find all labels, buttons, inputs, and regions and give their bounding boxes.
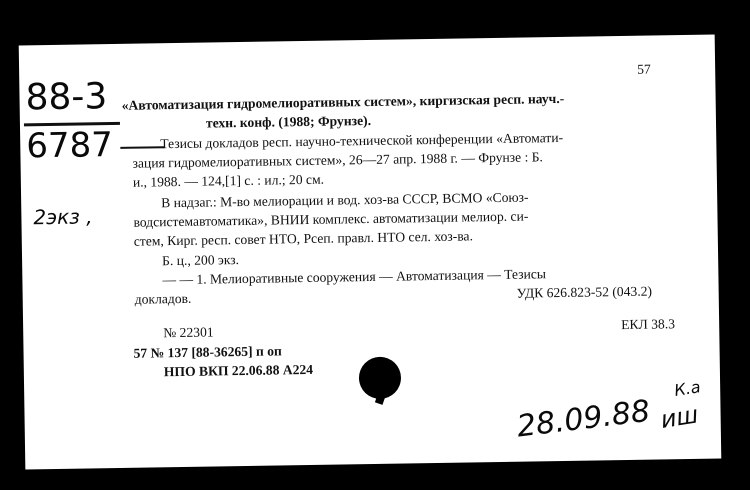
udc-code: УДК 626.823-52 (043.2) xyxy=(516,283,653,301)
title-line-1: «Автоматизация гидромелиоративных систем», киргизская респ. науч.- xyxy=(121,90,565,113)
subject-line-1: — — 1. Мелиоративные сооружения — Автоматизация — Тезисы xyxy=(162,266,547,288)
handwritten-call-number-top: 88-3 xyxy=(25,76,108,119)
page-number: 57 xyxy=(637,61,651,77)
punch-hole-tail xyxy=(375,393,386,405)
handwritten-copies-note: 2экз , xyxy=(33,204,93,230)
handwritten-date: 28.09.88 xyxy=(515,393,652,445)
handwritten-call-number-bottom: 6787 xyxy=(25,125,114,167)
body-line-5: водсистемавтоматика», ВНИИ комплекс. автоматизации мелиор. си- xyxy=(133,208,529,230)
npo-line: НПО ВКП 22.06.88 А224 xyxy=(163,361,314,380)
price-line: Б. ц., 200 экз. xyxy=(161,252,240,269)
handwritten-initials: К.а xyxy=(672,377,702,400)
body-line-3: и., 1988. — 124,[1] с. : ил.; 20 см. xyxy=(132,171,325,190)
body-line-2: зация гидромелиоративных систем», 26—27 апр. 1988 г. — Фрунзе : Б. xyxy=(132,149,544,171)
underline-mark xyxy=(120,146,164,148)
ekl-code: ЕКЛ 38.3 xyxy=(621,316,676,333)
body-line-1: Тезисы докладов респ. научно-технической конференции «Автомати- xyxy=(160,129,564,152)
record-number: № 22301 xyxy=(163,324,214,341)
body-line-6: стем, Кирг. респ. совет НТО, Рсеп. правл. НТО сел. хоз-ва. xyxy=(133,228,474,249)
catalog-card xyxy=(19,35,722,470)
handwritten-signature: иш xyxy=(658,400,701,434)
subject-line-2: докладов. xyxy=(134,290,192,307)
title-line-2: техн. конф. (1988; Фрунзе). xyxy=(205,112,372,131)
body-line-4: В надзаг.: М-во мелиорации и вод. хоз-ва СССР, ВСМО «Союз- xyxy=(161,189,529,211)
shelf-line: 57 № 137 [88-36265] п оп xyxy=(133,343,282,361)
